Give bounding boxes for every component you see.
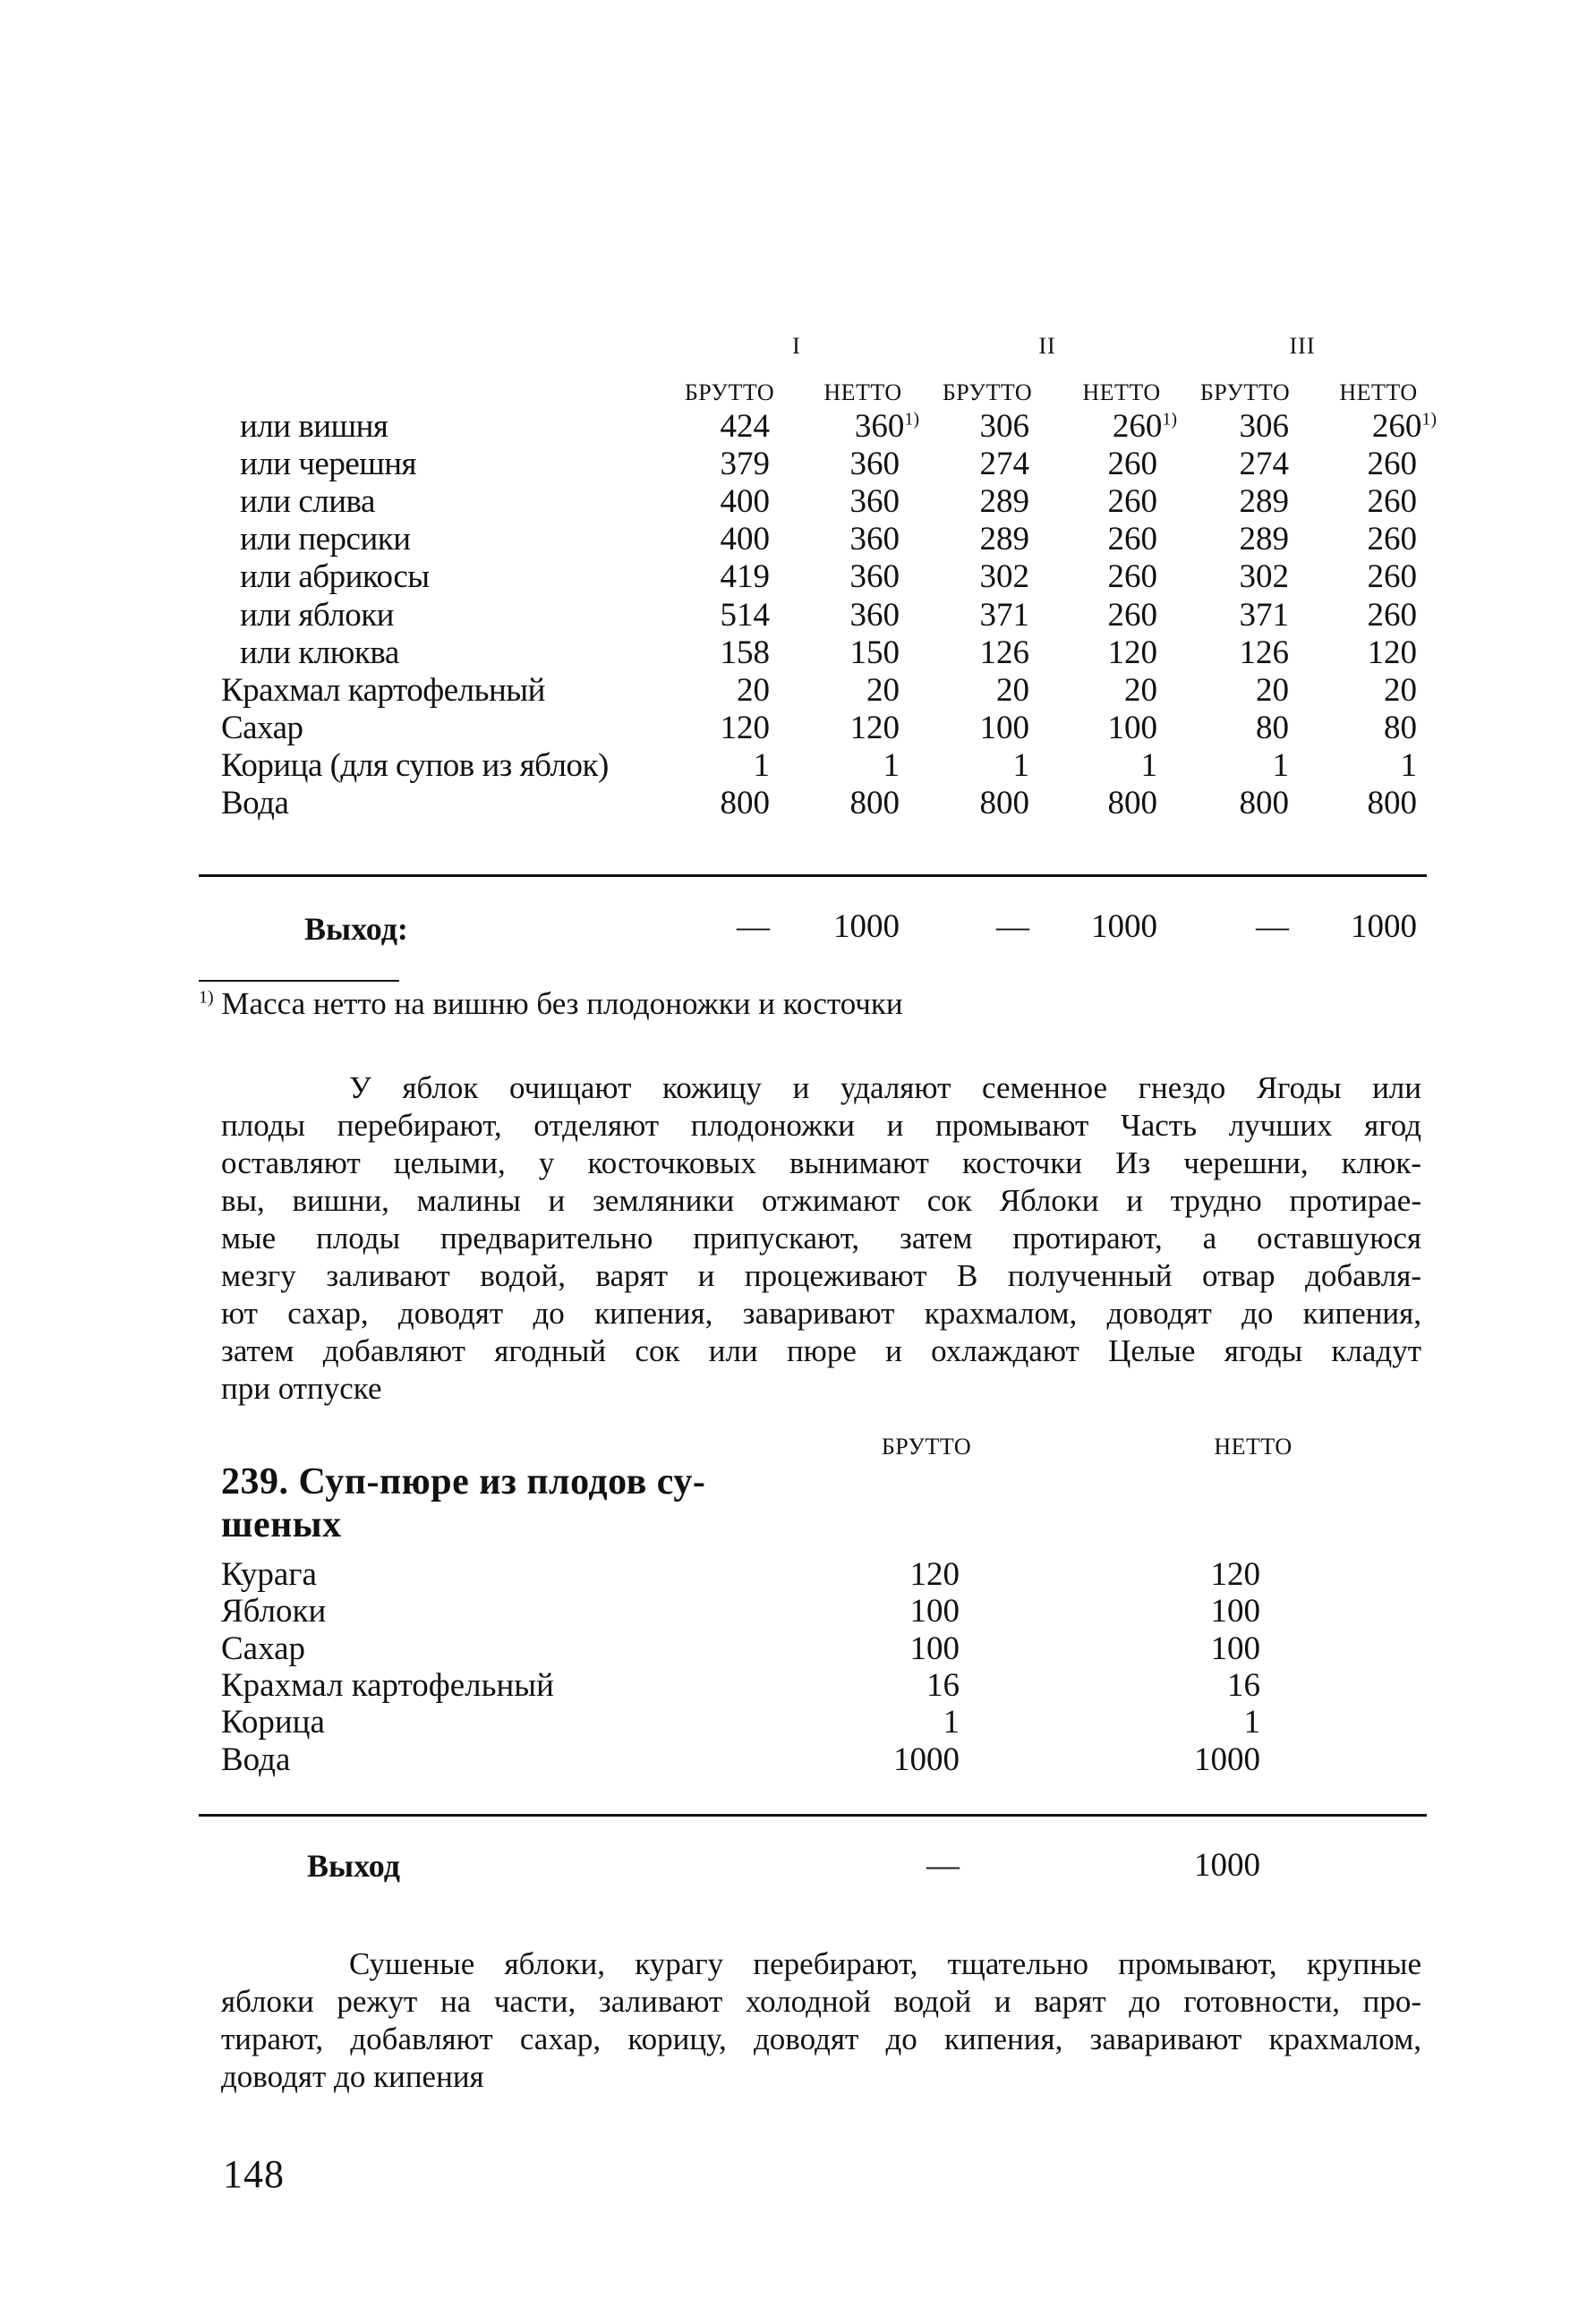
table-row xyxy=(0,407,1587,445)
col-header-1-brutto: БРУТТО xyxy=(684,379,775,405)
table-cell: 260 xyxy=(1107,446,1157,483)
paragraph-line: затем добавляют ягодный сок или пюре и охлаждают Целые ягоды кладут xyxy=(221,1333,1421,1368)
table-cell: 126 xyxy=(1239,634,1289,671)
group-header-1: I xyxy=(792,333,801,359)
recipe-title-line-1: 239. Суп-пюре из плодов су- xyxy=(221,1461,706,1503)
t2-col-header-netto: НЕТТО xyxy=(1214,1434,1293,1460)
table2-divider xyxy=(199,1814,1427,1817)
ingredient-name: Сахар xyxy=(221,1630,306,1667)
paragraph-line: У яблок очищают кожицу и удаляют семенное гнездо Ягоды или xyxy=(349,1070,1421,1105)
col-header-1-netto: НЕТТО xyxy=(823,379,902,405)
ingredient-name: или черешня xyxy=(240,446,417,483)
table-cell: 274 xyxy=(979,446,1029,483)
paragraph-line: при отпуске xyxy=(221,1371,382,1406)
ingredient-name: Крахмал картофельный xyxy=(221,1666,554,1704)
table-cell: 20 xyxy=(866,671,900,709)
table-cell: 100 xyxy=(909,1593,960,1630)
table-cell: 1 xyxy=(1012,746,1029,784)
table-cell: 150 xyxy=(849,634,900,671)
table-row xyxy=(0,1703,1587,1741)
table-cell: 260$^{1)}$ xyxy=(1371,408,1437,445)
table-cell: 371 xyxy=(1239,596,1289,634)
table-row xyxy=(0,634,1587,671)
yield-value: — xyxy=(996,908,1029,945)
table-cell: 100 xyxy=(909,1630,960,1667)
table-row xyxy=(0,746,1587,784)
table-row xyxy=(0,520,1587,558)
footnote-ref: 1) xyxy=(904,409,919,430)
table-cell: 260 xyxy=(1107,483,1157,521)
table-cell: 100 xyxy=(1107,709,1157,746)
paragraph-line: оставляют целыми, у косточковых вынимают косточки Из черешни, клюк- xyxy=(221,1145,1421,1180)
table-cell: 100 xyxy=(1210,1593,1260,1630)
col-header-2-netto: НЕТТО xyxy=(1082,379,1161,405)
table-cell: 20 xyxy=(1256,671,1289,709)
paragraph-line: мезгу заливают водой, варят и процеживают В полученный отвар добавля- xyxy=(221,1258,1421,1293)
col-header-3-brutto: БРУТТО xyxy=(1199,379,1291,405)
table-row xyxy=(0,482,1587,520)
table-cell: 120 xyxy=(1210,1556,1260,1593)
yield-value: 1000 xyxy=(1091,908,1157,945)
recipe-title xyxy=(221,1460,705,1546)
table-cell: 260 xyxy=(1107,596,1157,634)
ingredient-name: Яблоки xyxy=(221,1593,327,1630)
footnote-text: Масса нетто на вишню без плодоножки и косточки xyxy=(221,986,903,1021)
table-cell: 20 xyxy=(996,671,1029,709)
yield-value: 1000 xyxy=(833,908,900,945)
table-row xyxy=(0,1630,1587,1667)
ingredient-name: Вода xyxy=(221,1741,291,1778)
table-cell: 80 xyxy=(1384,709,1417,746)
ingredient-name: или абрикосы xyxy=(240,558,430,596)
table1-yield-label: Выход: xyxy=(304,911,408,947)
table-cell: 16 xyxy=(1227,1666,1260,1704)
table-cell: 289 xyxy=(1239,483,1289,521)
table-cell: 360 xyxy=(849,521,900,558)
table-cell: 80 xyxy=(1256,709,1289,746)
table-cell: 1000 xyxy=(893,1741,960,1778)
table-cell: 379 xyxy=(720,446,770,483)
footnote xyxy=(199,986,903,1022)
table-cell: 371 xyxy=(979,596,1029,634)
ingredient-name: или персики xyxy=(240,521,411,558)
ingredient-name: или слива xyxy=(240,483,375,521)
table-row xyxy=(0,558,1587,595)
footnote-ref: 1) xyxy=(1421,409,1437,430)
paragraph-line: вы, вишни, малины и земляники отжимают сок Яблоки и трудно протирае- xyxy=(221,1183,1421,1218)
table-cell: 800 xyxy=(979,785,1029,821)
ingredient-name: или клюква xyxy=(240,634,399,671)
table-row xyxy=(0,784,1587,821)
table-cell: 1000 xyxy=(1194,1741,1260,1778)
paragraph-line: Сушеные яблоки, курагу перебирают, тщательно промывают, крупные xyxy=(349,1946,1421,1981)
table-cell: 260$^{1)}$ xyxy=(1112,408,1177,445)
yield-value: — xyxy=(1256,908,1289,945)
table-cell: 1 xyxy=(883,746,900,784)
table-row xyxy=(0,671,1587,709)
table-cell: 424 xyxy=(720,408,770,445)
table-cell: 260 xyxy=(1107,558,1157,596)
yield-value: 1000 xyxy=(1194,1847,1260,1884)
ingredient-name: Сахар xyxy=(221,709,303,746)
table-cell: 274 xyxy=(1239,446,1289,483)
method-paragraph-2 xyxy=(221,1945,1421,2096)
table-cell: 800 xyxy=(1107,785,1157,821)
footnote-rule xyxy=(199,980,399,982)
table-cell: 260 xyxy=(1367,446,1417,483)
table-cell: 419 xyxy=(720,558,770,596)
table-cell: 126 xyxy=(979,634,1029,671)
table-row xyxy=(0,1741,1587,1778)
table-cell: 158 xyxy=(720,634,770,671)
table-cell: 1 xyxy=(1400,746,1417,784)
paragraph-line: доводят до кипения xyxy=(221,2059,484,2094)
ingredient-name: Крахмал картофельный xyxy=(221,671,545,709)
table-row xyxy=(0,445,1587,482)
table-cell: 1 xyxy=(753,746,770,784)
footnote-ref: 1) xyxy=(1162,409,1177,430)
table-cell: 120 xyxy=(1367,634,1417,671)
table-cell: 20 xyxy=(1384,671,1417,709)
paragraph-line: плоды перебирают, отделяют плодоножки и промывают Часть лучших ягод xyxy=(221,1108,1421,1143)
table-row xyxy=(0,709,1587,746)
table-row xyxy=(0,1666,1587,1704)
page-number: 148 xyxy=(223,2152,285,2196)
table-cell: 800 xyxy=(720,785,770,821)
table-cell: 514 xyxy=(720,596,770,634)
table-cell: 302 xyxy=(1239,558,1289,596)
yield-value: — xyxy=(926,1847,960,1884)
group-header-2: II xyxy=(1038,333,1056,359)
table-cell: 289 xyxy=(979,483,1029,521)
table2-yield-label: Выход xyxy=(307,1848,400,1884)
table-cell: 360 xyxy=(849,446,900,483)
table-row xyxy=(0,596,1587,634)
table-cell: 20 xyxy=(1124,671,1157,709)
table-cell: 306 xyxy=(979,408,1029,445)
table-cell: 260 xyxy=(1367,521,1417,558)
yield-value: — xyxy=(737,908,770,945)
table-row xyxy=(0,1592,1587,1630)
recipe-title-line-2: шеных xyxy=(221,1504,342,1545)
t2-col-header-brutto: БРУТТО xyxy=(881,1434,972,1460)
table-cell: 306 xyxy=(1239,408,1289,445)
group-header-3: III xyxy=(1289,333,1316,359)
table-cell: 100 xyxy=(1210,1630,1260,1667)
table-cell: 120 xyxy=(849,709,900,746)
table-cell: 400 xyxy=(720,521,770,558)
ingredient-name: или яблоки xyxy=(240,596,394,634)
table-cell: 100 xyxy=(979,709,1029,746)
paragraph-line: мые плоды предварительно припускают, затем протирают, а оставшуюся xyxy=(221,1221,1421,1256)
table-cell: 800 xyxy=(1367,785,1417,821)
table-cell: 1 xyxy=(1140,746,1157,784)
ingredient-name: или вишня xyxy=(240,408,388,445)
table-cell: 360 xyxy=(849,558,900,596)
table-cell: 360 xyxy=(849,596,900,634)
ingredient-name: Корица xyxy=(221,1704,325,1741)
table-cell: 120 xyxy=(909,1556,960,1593)
table-cell: 800 xyxy=(849,785,900,821)
table-cell: 260 xyxy=(1367,596,1417,634)
ingredient-name: Вода xyxy=(221,785,289,821)
paragraph-line: яблоки режут на части, заливают холодной водой и варят до готовности, про- xyxy=(221,1984,1421,2019)
table-cell: 302 xyxy=(979,558,1029,596)
table-cell: 120 xyxy=(1107,634,1157,671)
table-row xyxy=(0,1555,1587,1593)
yield-value: 1000 xyxy=(1351,908,1417,945)
paragraph-line: тирают, добавляют сахар, корицу, доводят до кипения, заваривают крахмалом, xyxy=(221,2022,1421,2056)
ingredient-name: Курага xyxy=(221,1556,317,1593)
table-cell: 360$^{1)}$ xyxy=(854,408,919,445)
table-cell: 1 xyxy=(1272,746,1289,784)
table-cell: 260 xyxy=(1367,558,1417,596)
table-cell: 260 xyxy=(1107,521,1157,558)
table-cell: 1 xyxy=(1243,1704,1260,1741)
table-cell: 289 xyxy=(1239,521,1289,558)
col-header-2-brutto: БРУТТО xyxy=(942,379,1033,405)
method-paragraph-1 xyxy=(221,1069,1421,1408)
table-cell: 1 xyxy=(943,1704,960,1741)
col-header-3-netto: НЕТТО xyxy=(1339,379,1418,405)
footnote-mark: 1) xyxy=(199,987,214,1008)
table-cell: 16 xyxy=(926,1666,960,1704)
table-cell: 800 xyxy=(1239,785,1289,821)
paragraph-line: ют сахар, доводят до кипения, заваривают крахмалом, доводят до кипения, xyxy=(221,1296,1421,1331)
table1-divider xyxy=(199,874,1427,877)
ingredient-name: Корица (для супов из яблок) xyxy=(221,746,609,784)
table-cell: 400 xyxy=(720,483,770,521)
table-cell: 20 xyxy=(737,671,770,709)
table-cell: 120 xyxy=(720,709,770,746)
table-cell: 360 xyxy=(849,483,900,521)
table-cell: 260 xyxy=(1367,483,1417,521)
table-cell: 289 xyxy=(979,521,1029,558)
